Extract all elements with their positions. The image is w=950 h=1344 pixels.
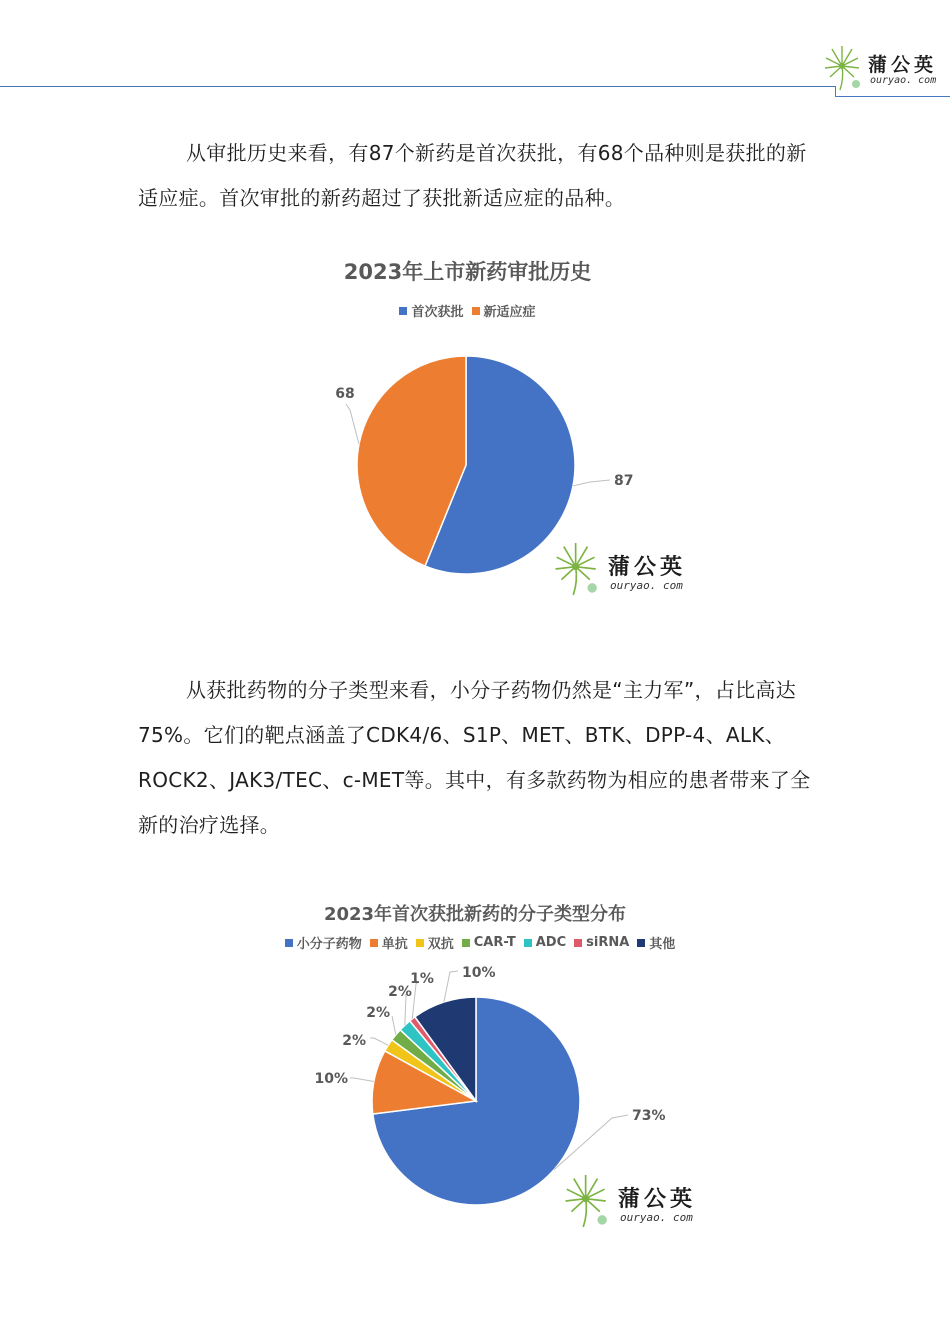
paragraph-molecule-types: 从获批药物的分子类型来看，小分子药物仍然是“主力军”，占比高达75%。它们的靶点涵盖了CDK4/6、S1P、MET、BTK、DPP-4、ALK、ROCK2、JAK3/TEC、c-MET等。其中，有多款药物为相应的患者带来了全新的治疗选择。 xyxy=(138,678,811,837)
chart2-title: 2023年首次获批新药的分子类型分布 xyxy=(323,904,627,925)
chart1-legend-item xyxy=(472,301,536,320)
chart1-legend-item xyxy=(399,301,463,320)
chart2-legend-swatch xyxy=(524,939,532,947)
chart1-legend xyxy=(250,301,685,320)
logo-english-text: ouryao. com xyxy=(870,75,937,86)
chart2-legend-swatch xyxy=(370,939,378,947)
chart2-legend-swatch xyxy=(416,939,424,947)
chart2-legend-item xyxy=(574,935,629,950)
chart2-legend-item xyxy=(462,935,516,950)
chart2-data-label-0: 73% xyxy=(632,1108,666,1124)
watermark-chinese-text: 蒲公英 xyxy=(608,554,687,580)
chart2-data-label-4: 2% xyxy=(388,984,412,1000)
dandelion-icon xyxy=(562,1172,614,1230)
chart2-legend-label: 其他 xyxy=(649,937,676,952)
chart1-legend-label: 首次获批 xyxy=(411,305,464,320)
watermark-english-text: ouryao. com xyxy=(620,1211,693,1224)
chart2-legend-label: siRNA xyxy=(586,935,630,950)
chart2-leader-line-5 xyxy=(412,982,418,1019)
chart1-data-label-1: 68 xyxy=(335,386,355,402)
chart1-watermark xyxy=(552,540,692,600)
chart2-legend-swatch xyxy=(574,939,582,947)
chart1-legend-swatch xyxy=(472,307,480,315)
chart1-data-label-0: 87 xyxy=(614,473,634,489)
logo-chinese-text: 蒲公英 xyxy=(868,54,938,76)
chart1-pie xyxy=(0,330,950,650)
header-logo xyxy=(822,44,942,94)
chart2-legend-item xyxy=(524,935,566,950)
chart2-legend-swatch xyxy=(462,939,470,947)
chart2-leader-line-3 xyxy=(392,1016,396,1035)
dandelion-icon xyxy=(822,44,866,92)
chart2-pie xyxy=(0,950,950,1250)
chart2-legend-label: CAR-T xyxy=(473,935,516,950)
chart2-legend-label: 单抗 xyxy=(381,937,408,952)
chart2-data-label-1: 10% xyxy=(314,1071,348,1087)
chart2-data-label-3: 2% xyxy=(366,1005,390,1021)
header-rule xyxy=(0,86,835,87)
paragraph-approval-history: 从审批历史来看，有87个新药是首次获批，有68个品种则是获批的新适应症。首次审批的新药超过了获批新适应症的品种。 xyxy=(138,141,807,210)
dandelion-icon xyxy=(552,540,604,598)
chart1-leader-line-1 xyxy=(346,404,359,444)
chart2-leader-line-1 xyxy=(350,1078,374,1082)
chart2-watermark xyxy=(562,1172,702,1234)
chart2-legend-swatch xyxy=(637,939,645,947)
watermark-chinese-text: 蒲公英 xyxy=(618,1186,697,1212)
chart2-leader-line-2 xyxy=(370,1038,388,1045)
chart2-data-label-5: 1% xyxy=(410,971,434,987)
chart2-data-label-6: 10% xyxy=(462,965,496,981)
chart1-legend-label: 新适应症 xyxy=(483,305,536,320)
chart1-leader-line-0 xyxy=(573,480,610,486)
chart2-legend-swatch xyxy=(285,939,293,947)
chart1-legend-swatch xyxy=(399,307,407,315)
chart2-legend-label: 小分子药物 xyxy=(296,937,362,952)
chart2-data-label-2: 2% xyxy=(342,1033,366,1049)
chart2-legend-label: ADC xyxy=(535,935,567,950)
chart2-leader-line-6 xyxy=(444,971,458,1002)
chart1-title: 2023年上市新药审批历史 xyxy=(343,260,592,284)
chart2-legend-label: 双抗 xyxy=(427,937,454,952)
watermark-english-text: ouryao. com xyxy=(610,579,683,592)
